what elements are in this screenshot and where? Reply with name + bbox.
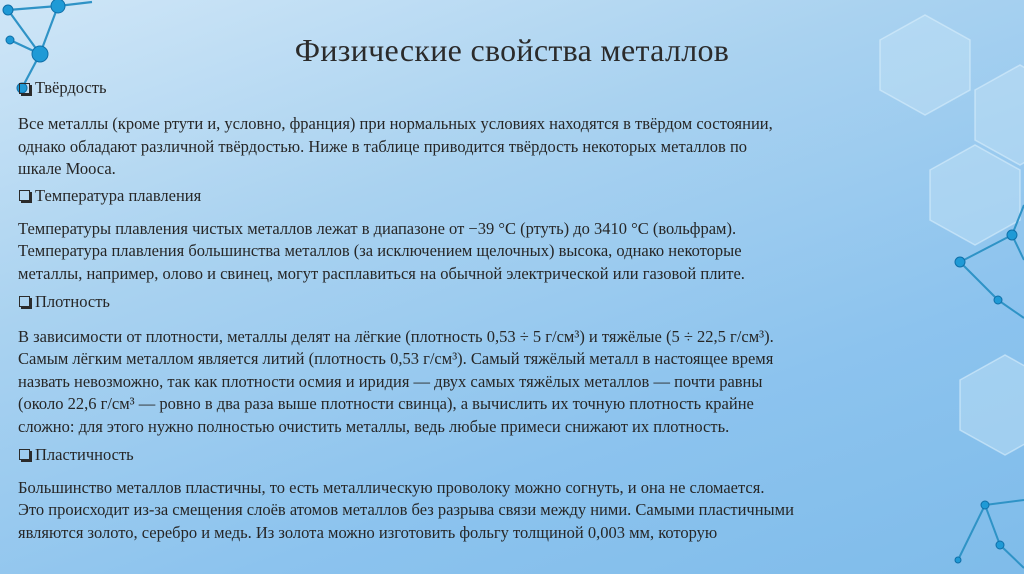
text-line: Все металлы (кроме ртути и, условно, франция) при нормальных условиях находятся в твёрдом состоянии, [18, 114, 773, 133]
section-text-melting-point [18, 218, 1018, 286]
text-line: (около 22,6 г/см³ — ровно в два раза выше плотности свинца), а вычислить их точную плотность крайне [18, 394, 754, 414]
text-line: Большинство металлов пластичны, то есть металлическую проволоку можно согнуть, и она не сломается. [18, 477, 765, 497]
molecule-node [3, 5, 13, 15]
text-line: являются золото, серебро и медь. Из золота можно изготовить фольгу толщиной 0,003 мм, которую [18, 522, 718, 542]
text-line: Температура плавления большинства металлов (за исключением щелочных) высока, однако некоторые [18, 241, 742, 261]
text-line: назвать невозможно, так как плотности осмия и иридия — двух самых тяжёлых металлов — почти равны [18, 371, 763, 391]
section-text-density [18, 326, 1018, 439]
section-heading-label: Пластичность [35, 444, 134, 464]
text-line: сложно: для этого нужно полностью очистить металлы, ведь любые примеси снижают их плотность. [18, 416, 730, 436]
section-heading-plasticity [18, 445, 1018, 465]
molecule-node [955, 557, 961, 563]
section-heading-hardness [18, 78, 1018, 98]
section-heading-label: Твёрдость [35, 78, 107, 97]
text-line: шкале Мооса. [18, 159, 116, 179]
square-bullet-icon [19, 296, 30, 307]
text-line: В зависимости от плотности, металлы делят на лёгкие (плотность 0,53 ÷ 5 г/см³) и тяжёлые (5 ÷ 22,5 г/см³). [18, 326, 774, 346]
slide-content [18, 78, 1018, 544]
molecule-node [51, 0, 65, 13]
slide-title: Физические свойства металлов [294, 32, 730, 68]
square-bullet-icon [19, 83, 30, 94]
section-text-hardness [18, 113, 1018, 181]
text-line: Это происходит из-за смещения слоёв атомов металлов без разрыва связи между ними. Самыми пластичными [18, 500, 794, 520]
square-bullet-icon [19, 449, 30, 460]
section-heading-label: Температура плавления [35, 185, 202, 205]
text-line: однако обладают различной твёрдостью. Ниже в таблице приводится твёрдость некоторых металлов по [18, 136, 748, 156]
text-line: Самым лёгким металлом является литий (плотность 0,53 г/см³). Самый тяжёлый металл в настоящее время [18, 349, 774, 369]
square-bullet-icon [19, 190, 30, 201]
section-heading-label: Плотность [35, 291, 110, 311]
section-heading-melting-point [18, 186, 1018, 206]
text-line: Температуры плавления чистых металлов лежат в диапазоне от −39 °C (ртуть) до 3410 °C (вольфрам). [18, 218, 737, 238]
section-text-plasticity [18, 477, 1018, 545]
text-line: металлы, например, олово и свинец, могут расплавиться на обычной электрической или газовой плите. [18, 263, 745, 283]
section-heading-density [18, 292, 1018, 312]
